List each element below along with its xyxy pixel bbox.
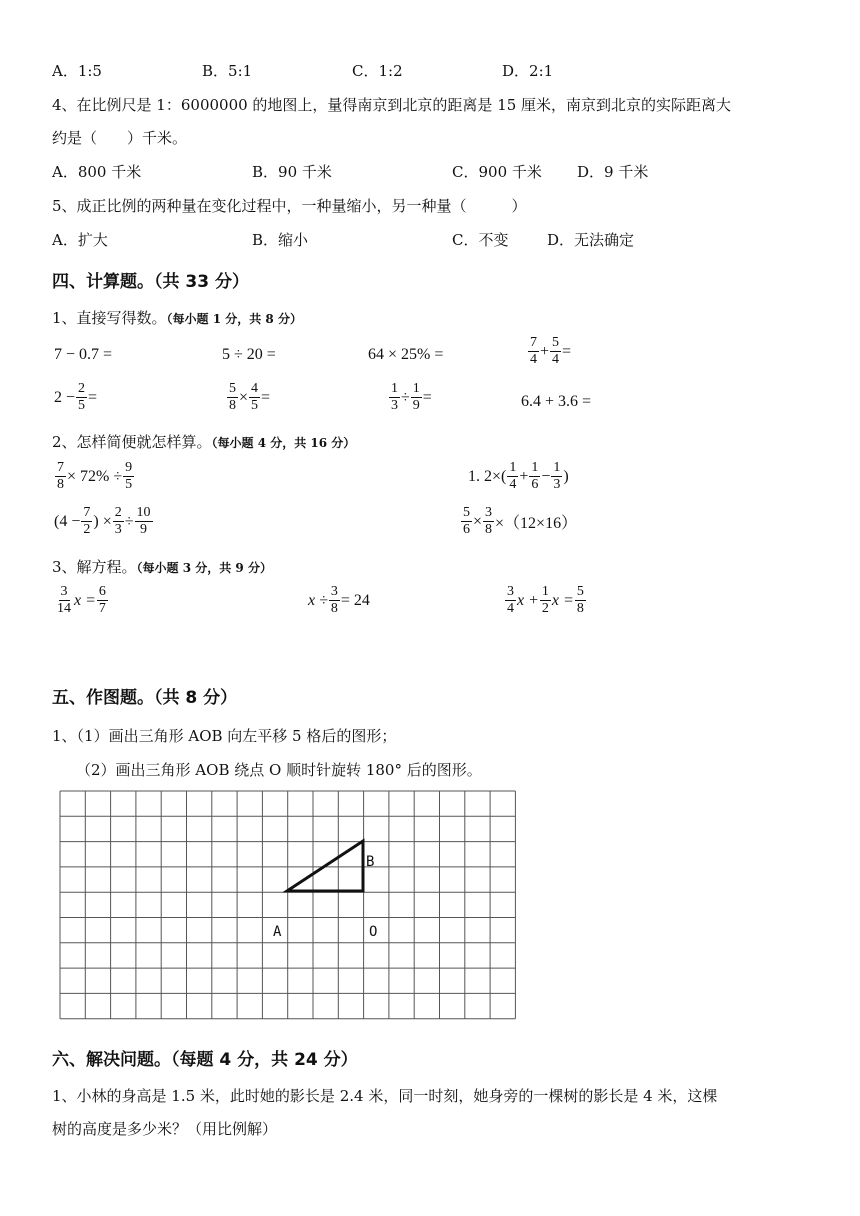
calc-7: $\frac{1}{3}$ ÷ $\frac{1}{9}$ = (391, 381, 432, 413)
simplify-4: $\frac{5}{6}$ × $\frac{3}{8}$ ×（12×16） (463, 505, 578, 537)
calc-3: 64 × 25% = (368, 346, 444, 363)
point-o-label: O (369, 924, 378, 940)
triangle-aob (287, 841, 363, 891)
q4-choice-d: D．9 千米 (577, 163, 649, 181)
section4-part1-label: 1、直接写得数。（每小题 1 分，共 8 分） (52, 309, 302, 327)
calc-4: 7 4 + $\frac{5}{4}$ = (530, 335, 572, 367)
q3-choice-b: B．5:1 (202, 62, 253, 80)
section6-title: 六、解决问题。（每题 4 分，共 24 分） (52, 1050, 358, 1070)
point-b-label: B (366, 854, 375, 870)
q3-choice-c: C．1:2 (352, 62, 403, 80)
q4-text-line2: 约是（ ）千米。 (52, 129, 188, 147)
q3-choice-a: A．1:5 (52, 62, 102, 80)
simplify-1: $\frac{7}{8}$ × 72% ÷ $\frac{9}{5}$ (57, 460, 133, 492)
section5-instruction-2: （2）画出三角形 AOB 绕点 O 顺时针旋转 180° 后的图形。 (76, 761, 482, 779)
q4-choice-b: B．90 千米 (252, 163, 332, 181)
q4-text-line1: 4、在比例尺是 1：6000000 的地图上，量得南京到北京的距离是 15 厘米，南京到北京的实际距离大 (52, 96, 732, 114)
calc-6: $\frac{5}{8}$ × $\frac{4}{5}$ = (229, 381, 271, 413)
q3-choice-d: D．2:1 (502, 62, 554, 80)
equation-2: x ÷ $\frac{3}{8}$ = 24 (308, 584, 370, 616)
calc-2: 5 ÷ 20 = (222, 346, 276, 363)
section4-part2-label: 2、怎样简便就怎样算。（每小题 4 分，共 16 分） (52, 433, 356, 451)
section5-instruction-1: 1、（1）画出三角形 AOB 向左平移 5 格后的图形； (52, 727, 397, 745)
calc-1: 7 − 0.7 = (54, 346, 113, 363)
grid-figure (55, 788, 525, 1038)
q4-choice-a: A．800 千米 (52, 163, 142, 181)
section4-title: 四、计算题。（共 33 分） (52, 272, 249, 292)
q5-choice-a: A．扩大 (52, 231, 108, 249)
q5-choice-b: B．缩小 (252, 231, 309, 249)
section6-problem-line1: 1、小林的身高是 1.5 米，此时她的影长是 2.4 米，同一时刻，她身旁的一棵树的影长是 4 米，这棵 (52, 1087, 718, 1105)
q5-choice-c: C．不变 (452, 231, 509, 249)
simplify-2: 1. 2×( 1 4 + $\frac{1}{6}$ − $\frac{1}{3}$ ) (468, 460, 569, 492)
calc-8: 6.4 + 3.6 = (521, 393, 592, 410)
calc-5: 2 − $\frac{2}{5}$ = (54, 381, 98, 413)
q4-choice-c: C．900 千米 (452, 163, 542, 181)
point-a-label: A (273, 924, 282, 940)
section5-title: 五、作图题。（共 8 分） (52, 688, 238, 708)
equation-1: 3 14 x = $\frac{6}{7}$ (57, 584, 106, 616)
section6-problem-line2: 树的高度是多少米？（用比例解） (52, 1120, 278, 1138)
q5-text: 5、成正比例的两种量在变化过程中，一种量缩小，另一种量（ ） (52, 197, 527, 215)
q5-choice-d: D．无法确定 (547, 231, 635, 249)
grid-lines (60, 791, 515, 1019)
section4-part3-label: 3、解方程。（每小题 3 分，共 9 分） (52, 558, 272, 576)
equation-3: 3 4 x + $\frac{1}{2}$ x = $\frac{5}{8}$ (507, 584, 584, 616)
simplify-3: (4 − $\frac{7}{2}$ ) × $\frac{2}{3}$ ÷ $\frac{10}{9}$ (54, 505, 151, 537)
